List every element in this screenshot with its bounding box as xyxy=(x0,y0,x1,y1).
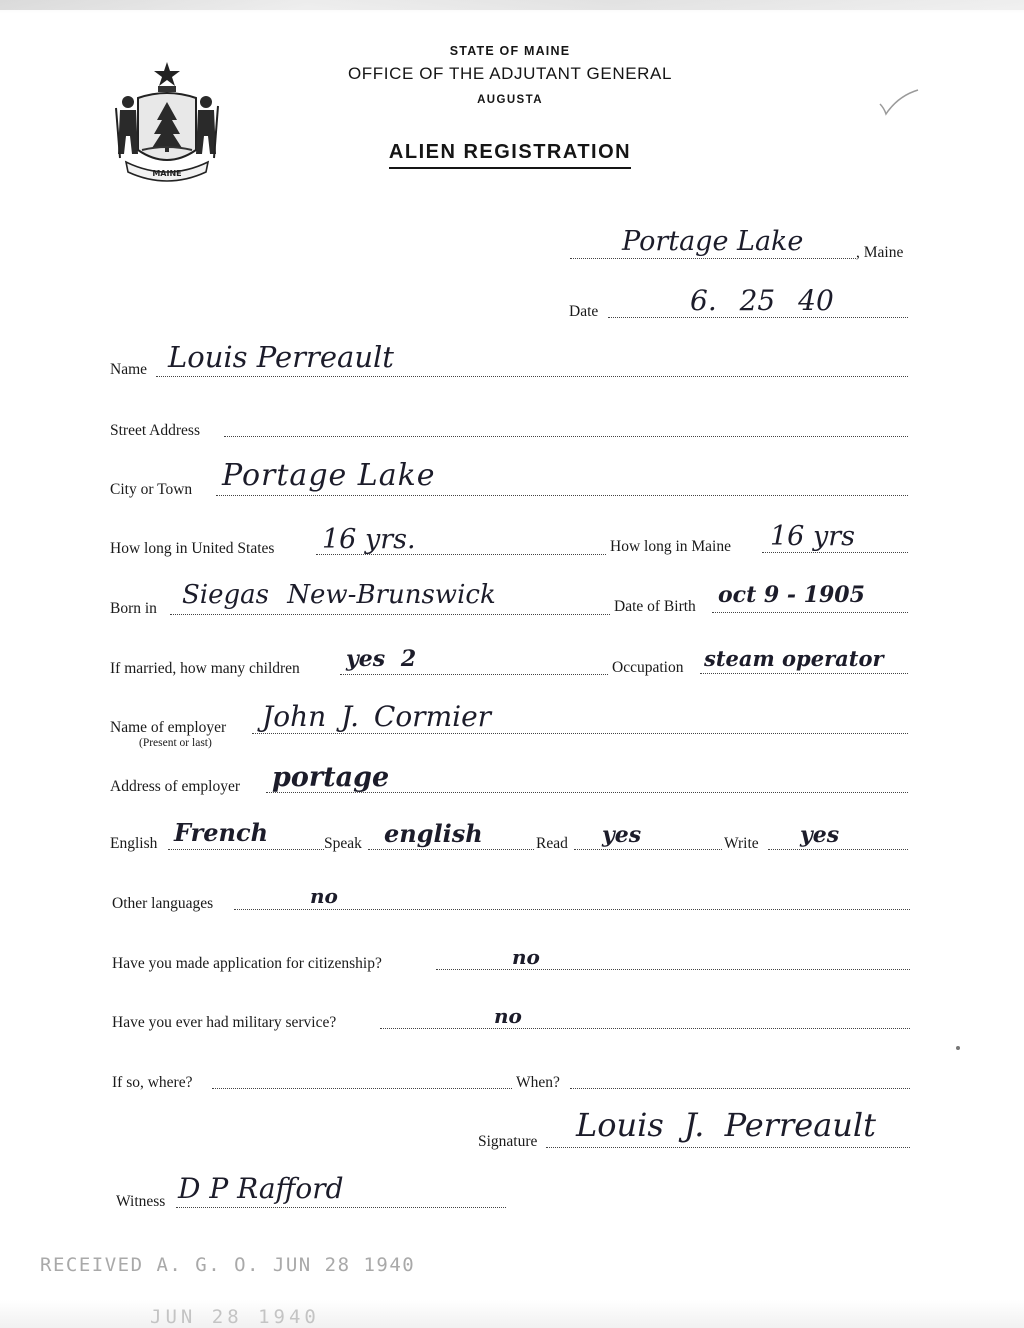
occupation-value: steam operator xyxy=(704,646,884,671)
when-line xyxy=(570,1088,910,1089)
where-line xyxy=(212,1088,512,1089)
scan-edge xyxy=(0,0,1024,10)
date-label: Date xyxy=(569,303,599,320)
signature-value: Louis J. Perreault xyxy=(576,1106,876,1144)
other-languages-value: no xyxy=(310,884,338,908)
born-in-label: Born in xyxy=(110,600,157,617)
other-languages-label: Other languages xyxy=(112,895,214,912)
english-value: French xyxy=(174,818,269,847)
signature-label: Signature xyxy=(478,1133,538,1150)
scan-speck xyxy=(956,1046,960,1050)
write-value: yes xyxy=(800,822,840,848)
read-line xyxy=(574,849,722,850)
city-line xyxy=(216,495,908,496)
date-of-birth-value: oct 9 - 1905 xyxy=(718,582,865,608)
english-label: English xyxy=(110,835,158,852)
witness-line xyxy=(176,1207,506,1208)
occupation-line xyxy=(700,673,908,674)
read-label: Read xyxy=(536,835,568,852)
witness-label: Witness xyxy=(116,1193,166,1210)
write-label: Write xyxy=(724,835,759,852)
speak-value: english xyxy=(384,819,483,848)
employer-label: Name of employer xyxy=(110,719,227,736)
received-stamp-ghost: JUN 28 1940 xyxy=(150,1306,320,1328)
employer-line xyxy=(252,733,908,734)
date-line xyxy=(608,317,908,318)
place-line xyxy=(570,258,856,259)
write-line xyxy=(768,849,908,850)
name-value: Louis Perreault xyxy=(168,340,394,374)
years-us-label: How long in United States xyxy=(110,540,275,557)
speak-label: Speak xyxy=(324,835,362,852)
military-line xyxy=(380,1028,910,1029)
employer-value: John J. Cormier xyxy=(262,700,492,733)
date-of-birth-label: Date of Birth xyxy=(614,598,696,615)
city-value: Portage Lake xyxy=(222,458,436,493)
office-heading: OFFICE OF THE ADJUTANT GENERAL xyxy=(347,64,673,83)
occupation-label: Occupation xyxy=(612,659,684,676)
state-heading: STATE OF MAINE xyxy=(449,44,571,58)
street-address-line xyxy=(224,436,908,437)
employer-address-value: portage xyxy=(272,762,390,793)
military-label: Have you ever had military service? xyxy=(112,1014,337,1031)
received-stamp: RECEIVED A. G. O. JUN 28 1940 xyxy=(40,1254,416,1276)
english-line xyxy=(168,849,324,850)
when-label: When? xyxy=(516,1074,560,1091)
name-label: Name xyxy=(110,361,148,378)
read-value: yes xyxy=(602,822,642,848)
citizenship-value: no xyxy=(512,945,540,969)
children-label: If married, how many children xyxy=(110,660,300,677)
street-address-label: Street Address xyxy=(110,422,200,439)
city-label: City or Town xyxy=(110,481,193,498)
employer-address-label: Address of employer xyxy=(110,778,240,795)
city-heading: AUGUSTA xyxy=(477,94,543,106)
place-value: Portage Lake xyxy=(622,226,804,257)
years-maine-value: 16 yrs xyxy=(770,521,855,552)
state-of-maine-seal-icon xyxy=(108,58,226,188)
children-line xyxy=(340,674,608,675)
signature-line xyxy=(546,1147,910,1148)
form-title-text: ALIEN REGISTRATION xyxy=(389,141,631,169)
employer-sublabel: (Present or last) xyxy=(139,737,212,749)
name-line xyxy=(156,376,908,377)
citizenship-label: Have you made application for citizenship? xyxy=(112,955,382,972)
form-title xyxy=(300,141,720,169)
svg-text:MAINE: MAINE xyxy=(152,169,182,178)
place-suffix-label: , Maine xyxy=(856,244,904,261)
where-label: If so, where? xyxy=(112,1074,193,1091)
other-languages-line xyxy=(234,909,910,910)
years-maine-label: How long in Maine xyxy=(610,538,731,555)
born-in-line xyxy=(170,614,610,615)
date-of-birth-line xyxy=(712,612,908,613)
years-us-value: 16 yrs. xyxy=(322,524,416,555)
children-value: yes 2 xyxy=(346,646,417,672)
born-in-value: Siegas New-Brunswick xyxy=(182,580,496,610)
date-value: 6. 25 40 xyxy=(690,284,834,317)
citizenship-line xyxy=(436,969,910,970)
speak-line xyxy=(368,849,534,850)
checkmark-icon xyxy=(876,86,920,120)
years-maine-line xyxy=(762,552,908,553)
military-value: no xyxy=(494,1004,522,1028)
witness-value: D P Rafford xyxy=(178,1172,344,1205)
